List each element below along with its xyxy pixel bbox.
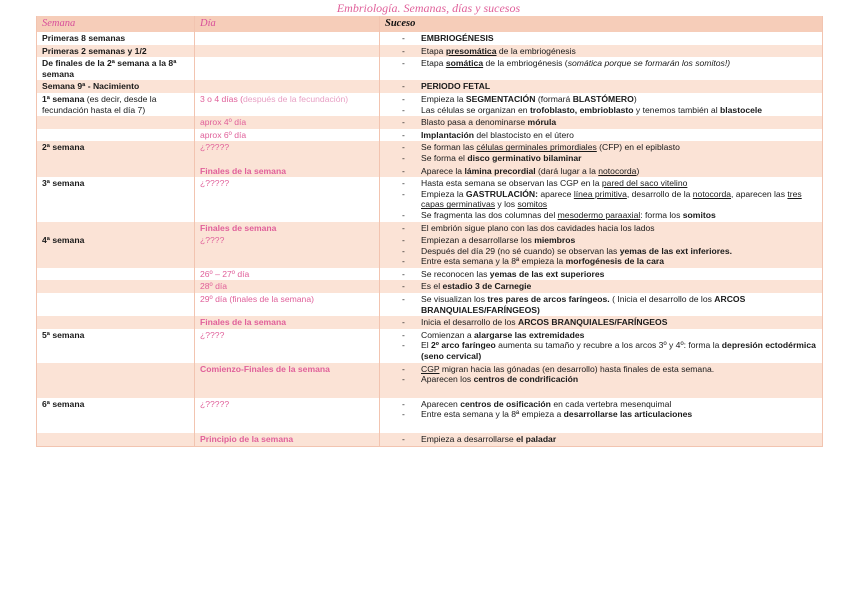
event-text: ) bbox=[636, 165, 640, 176]
day-cell bbox=[195, 363, 380, 386]
event-text: , aparecen las bbox=[731, 188, 788, 199]
week-cell bbox=[37, 329, 195, 363]
week-cell bbox=[37, 363, 195, 386]
event-item bbox=[385, 142, 817, 153]
table-row bbox=[37, 363, 823, 386]
event-item bbox=[385, 81, 817, 92]
day-label: ¿????? bbox=[200, 398, 230, 409]
event-cell bbox=[380, 32, 823, 45]
day-label: Finales de la semana bbox=[200, 317, 286, 328]
event-cell bbox=[380, 329, 823, 363]
event-text: ARCOS BRANQUIALES/FARÍNGEOS) bbox=[421, 294, 746, 315]
event-text: (CFP) en el epiblasto bbox=[596, 142, 680, 153]
event-list bbox=[385, 81, 817, 92]
table-row bbox=[37, 129, 823, 142]
event-text: lámina precordial bbox=[464, 165, 536, 176]
table-row bbox=[37, 316, 823, 329]
event-list bbox=[385, 142, 817, 163]
day-cell bbox=[195, 32, 380, 45]
day-cell bbox=[195, 177, 380, 221]
event-list bbox=[385, 117, 817, 128]
event-text: de la embriogénesis ( bbox=[483, 58, 568, 69]
event-text: Se fragmenta las dos columnas del bbox=[421, 209, 558, 220]
event-list bbox=[385, 364, 817, 385]
week-label: Semana 9ª - Nacimiento bbox=[42, 81, 140, 92]
event-text: somática porque se formarán los somitos!) bbox=[567, 58, 731, 69]
spacer-cell bbox=[195, 421, 380, 433]
event-item bbox=[385, 210, 817, 221]
week-cell bbox=[37, 433, 195, 446]
event-text: el paladar bbox=[516, 434, 557, 444]
event-cell bbox=[380, 80, 823, 93]
table-row bbox=[37, 329, 823, 363]
spacer-row bbox=[37, 421, 823, 433]
event-text: desarrollarse las articulaciones bbox=[563, 409, 693, 420]
table-row bbox=[37, 234, 823, 268]
event-item bbox=[385, 330, 817, 341]
event-text: notocorda bbox=[692, 188, 732, 199]
event-list bbox=[385, 294, 817, 315]
event-text: mórula bbox=[527, 117, 557, 128]
week-cell bbox=[37, 57, 195, 80]
week-cell bbox=[37, 268, 195, 281]
day-label: Finales de la semana bbox=[200, 165, 286, 176]
event-text: alargarse las extremidades bbox=[474, 329, 585, 340]
event-text: ARCOS BRANQUIALES/FARÍNGEOS bbox=[517, 317, 668, 328]
week-cell bbox=[37, 316, 195, 329]
event-item bbox=[385, 223, 817, 234]
event-cell bbox=[380, 116, 823, 129]
event-cell bbox=[380, 398, 823, 421]
event-item bbox=[385, 399, 817, 410]
day-cell bbox=[195, 329, 380, 363]
table-row bbox=[37, 141, 823, 164]
event-item bbox=[385, 33, 817, 44]
event-text: Las células se organizan en bbox=[421, 104, 530, 115]
event-text: migran hacia las gónadas (en desarrollo) hasta finales de esta semana. bbox=[439, 363, 715, 374]
table-row bbox=[37, 45, 823, 58]
week-cell bbox=[37, 116, 195, 129]
event-item bbox=[385, 178, 817, 189]
day-label: 26º – 27º día bbox=[200, 268, 250, 279]
week-cell bbox=[37, 280, 195, 293]
event-text: (dará lugar a la bbox=[535, 165, 599, 176]
event-item bbox=[385, 317, 817, 328]
day-cell bbox=[195, 293, 380, 316]
day-label: Principio de la semana bbox=[200, 434, 294, 444]
event-text: El bbox=[421, 340, 432, 351]
event-item bbox=[385, 235, 817, 246]
table-row bbox=[37, 398, 823, 421]
event-text: disco germinativo bilaminar bbox=[467, 152, 582, 163]
day-label: aprox 6º día bbox=[200, 129, 247, 140]
event-text: , desarrollo de la bbox=[626, 188, 693, 199]
event-text: tres capas germinativas bbox=[421, 188, 802, 210]
event-text: yemas de las ext inferiores. bbox=[619, 245, 733, 256]
event-text: morfogénesis de la cara bbox=[565, 256, 664, 267]
event-text: Es el bbox=[421, 281, 443, 292]
table-header-row bbox=[37, 16, 823, 32]
event-item bbox=[385, 409, 817, 420]
week-label: Primeras 8 semanas bbox=[42, 33, 126, 43]
day-cell bbox=[195, 165, 380, 178]
event-text: Se reconocen las bbox=[421, 268, 490, 279]
day-cell bbox=[195, 280, 380, 293]
event-text: Entre esta semana y la 8ª empieza a bbox=[421, 409, 564, 420]
day-cell bbox=[195, 268, 380, 281]
event-text: pared del saco vitelino bbox=[601, 178, 688, 189]
event-text: Se forman las bbox=[421, 142, 477, 153]
event-item bbox=[385, 58, 817, 69]
event-list bbox=[385, 33, 817, 44]
day-label: ¿????? bbox=[200, 178, 230, 189]
week-cell bbox=[37, 165, 195, 178]
event-item bbox=[385, 189, 817, 210]
day-cell bbox=[195, 93, 380, 116]
week-label: 4ª semana bbox=[42, 235, 85, 246]
event-text: Inicia el desarrollo de los bbox=[421, 317, 518, 328]
day-cell bbox=[195, 222, 380, 235]
document-title: Embriología. Semanas, días y sucesos bbox=[36, 0, 821, 17]
week-cell bbox=[37, 141, 195, 164]
event-text: Empieza a desarrollarse bbox=[421, 434, 517, 444]
spacer-cell bbox=[37, 386, 195, 398]
day-cell bbox=[195, 129, 380, 142]
event-text: notocorda bbox=[598, 165, 637, 176]
day-cell bbox=[195, 234, 380, 268]
event-list bbox=[385, 269, 817, 280]
event-item bbox=[385, 434, 817, 445]
week-cell bbox=[37, 177, 195, 221]
week-cell bbox=[37, 93, 195, 116]
table-row bbox=[37, 222, 823, 235]
event-item bbox=[385, 364, 817, 375]
event-text: SEGMENTACIÓN bbox=[465, 93, 536, 104]
day-label: Comienzo-Finales de la semana bbox=[200, 363, 330, 374]
day-label: 3 o 4 días ( bbox=[200, 93, 243, 104]
event-cell bbox=[380, 280, 823, 293]
event-text: mesodermo paraaxial bbox=[557, 209, 641, 220]
event-item bbox=[385, 281, 817, 292]
header-event: Suceso bbox=[380, 16, 823, 32]
spacer-cell bbox=[37, 421, 195, 433]
event-text: El embrión sigue plano con las dos cavidades hacia los lados bbox=[421, 222, 655, 233]
event-list bbox=[385, 330, 817, 362]
day-cell bbox=[195, 57, 380, 80]
day-label: ¿???? bbox=[200, 329, 225, 340]
event-item bbox=[385, 153, 817, 164]
event-text: blastocele bbox=[720, 104, 763, 115]
event-text: Se visualizan los bbox=[421, 294, 488, 305]
table-row bbox=[37, 57, 823, 80]
event-cell bbox=[380, 316, 823, 329]
event-text: aumenta su tamaño y recubre a los arcos 3º y 4º: forma la bbox=[495, 340, 722, 351]
event-item bbox=[385, 294, 817, 315]
event-item bbox=[385, 130, 817, 141]
event-text: células germinales primordiales bbox=[476, 142, 597, 153]
event-list bbox=[385, 178, 817, 220]
spacer-row bbox=[37, 386, 823, 398]
table-body bbox=[37, 32, 823, 446]
event-text: presomática bbox=[445, 45, 497, 56]
event-text: Blasto pasa a denominarse bbox=[421, 117, 528, 128]
event-item bbox=[385, 340, 817, 361]
spacer-cell bbox=[195, 386, 380, 398]
event-item bbox=[385, 105, 817, 116]
table-row bbox=[37, 165, 823, 178]
spacer-cell bbox=[380, 421, 823, 433]
event-text: centros de condrificación bbox=[473, 374, 579, 385]
event-text: somática bbox=[445, 58, 484, 69]
event-cell bbox=[380, 433, 823, 446]
event-text: línea primitiva bbox=[573, 188, 627, 199]
event-text: y los bbox=[495, 199, 518, 210]
week-cell bbox=[37, 398, 195, 421]
day-label: ¿????? bbox=[200, 142, 230, 153]
event-text: : forma los bbox=[640, 209, 683, 220]
event-text: PERIODO FETAL bbox=[421, 81, 491, 92]
table-row bbox=[37, 177, 823, 221]
event-text: centros de osificación bbox=[460, 398, 551, 409]
day-cell bbox=[195, 398, 380, 421]
event-text: Empieza la bbox=[421, 93, 466, 104]
event-item bbox=[385, 166, 817, 177]
event-text: miembros bbox=[534, 235, 576, 246]
event-list bbox=[385, 46, 817, 57]
week-cell bbox=[37, 293, 195, 316]
day-label: ¿???? bbox=[200, 235, 225, 246]
week-cell bbox=[37, 32, 195, 45]
event-text: Aparecen bbox=[421, 398, 461, 409]
day-label: 29º día (finales de la semana) bbox=[200, 294, 314, 305]
event-text: GASTRULACIÓN: bbox=[465, 188, 538, 199]
event-list bbox=[385, 58, 817, 69]
event-cell bbox=[380, 177, 823, 221]
event-cell bbox=[380, 268, 823, 281]
event-text: depresión ectodérmica (seno cervical) bbox=[421, 340, 816, 362]
event-cell bbox=[380, 141, 823, 164]
event-item bbox=[385, 269, 817, 280]
event-cell bbox=[380, 93, 823, 116]
embryology-table bbox=[36, 16, 823, 447]
header-day: Día bbox=[195, 16, 380, 32]
event-text: estadio 3 de Carnegie bbox=[442, 281, 532, 292]
event-cell bbox=[380, 363, 823, 386]
week-label: 3ª semana bbox=[42, 178, 85, 189]
event-cell bbox=[380, 234, 823, 268]
event-text: somitos bbox=[682, 209, 716, 220]
event-item bbox=[385, 94, 817, 105]
event-cell bbox=[380, 293, 823, 316]
event-text: del blastocisto en el útero bbox=[474, 129, 574, 140]
event-list bbox=[385, 223, 817, 234]
event-list bbox=[385, 94, 817, 115]
week-cell bbox=[37, 222, 195, 235]
table-row bbox=[37, 93, 823, 116]
event-cell bbox=[380, 222, 823, 235]
table-row bbox=[37, 32, 823, 45]
week-cell bbox=[37, 129, 195, 142]
event-cell bbox=[380, 57, 823, 80]
event-text: Aparece la bbox=[421, 165, 465, 176]
event-text: y tenemos también al bbox=[633, 104, 721, 115]
day-note: después de la fecundación) bbox=[243, 93, 349, 104]
event-item bbox=[385, 374, 817, 385]
event-text: ) bbox=[633, 93, 637, 104]
day-label: aprox 4º día bbox=[200, 117, 247, 128]
event-cell bbox=[380, 165, 823, 178]
event-text: Comienzan a bbox=[421, 329, 475, 340]
event-item bbox=[385, 256, 817, 267]
week-label: Primeras 2 semanas y 1/2 bbox=[42, 45, 147, 56]
table-row bbox=[37, 293, 823, 316]
event-text: ( Inicia el desarrollo de los bbox=[609, 294, 715, 305]
event-text: somitos bbox=[517, 199, 548, 210]
event-list bbox=[385, 317, 817, 328]
day-cell bbox=[195, 433, 380, 446]
event-text: Aparecen los bbox=[421, 374, 474, 385]
header-week: Semana bbox=[37, 16, 195, 32]
week-label: De finales de la 2ª semana a la 8ª semana bbox=[42, 58, 177, 79]
event-text: 2º arco faríngeo bbox=[431, 340, 496, 351]
table-row bbox=[37, 116, 823, 129]
week-label: 6ª semana bbox=[42, 398, 85, 409]
event-text: (formará bbox=[535, 93, 573, 104]
event-text: Empieza la bbox=[421, 188, 466, 199]
event-text: Entre esta semana y la 8ª empieza la bbox=[421, 256, 566, 267]
day-cell bbox=[195, 45, 380, 58]
table-row bbox=[37, 80, 823, 93]
spacer-cell bbox=[380, 386, 823, 398]
event-text: aparece bbox=[538, 188, 574, 199]
day-label: 28º día bbox=[200, 281, 228, 292]
event-item bbox=[385, 46, 817, 57]
event-list bbox=[385, 281, 817, 292]
day-cell bbox=[195, 316, 380, 329]
week-cell bbox=[37, 45, 195, 58]
event-cell bbox=[380, 45, 823, 58]
event-text: EMBRIOGÉNESIS bbox=[421, 33, 494, 43]
event-text: CGP bbox=[421, 363, 440, 374]
week-cell bbox=[37, 234, 195, 268]
event-item bbox=[385, 117, 817, 128]
week-cell bbox=[37, 80, 195, 93]
event-text: de la embriogénesis bbox=[496, 45, 576, 56]
event-text: trofoblasto, embrioblasto bbox=[529, 104, 634, 115]
table-row bbox=[37, 433, 823, 446]
week-label: 5ª semana bbox=[42, 329, 85, 340]
event-text: Empiezan a desarrollarse los bbox=[421, 235, 535, 246]
event-list bbox=[385, 130, 817, 141]
event-text: Etapa bbox=[421, 58, 446, 69]
event-list bbox=[385, 166, 817, 177]
event-text: en cada vertebra mesenquimal bbox=[550, 398, 672, 409]
event-text: tres pares de arcos faríngeos. bbox=[487, 294, 610, 305]
event-text: Se forma el bbox=[421, 152, 468, 163]
day-label: Finales de semana bbox=[200, 222, 277, 233]
table-row bbox=[37, 280, 823, 293]
event-list bbox=[385, 399, 817, 420]
week-label: 2ª semana bbox=[42, 142, 85, 153]
event-text: BLASTÓMERO bbox=[572, 93, 634, 104]
event-item bbox=[385, 246, 817, 257]
table-row bbox=[37, 268, 823, 281]
event-text: Después del día 29 (no sé cuando) se observan las bbox=[421, 245, 620, 256]
event-text: yemas de las ext superiores bbox=[489, 268, 605, 279]
week-note: (es decir, desde la fecundación hasta el día 7) bbox=[42, 93, 157, 115]
event-list bbox=[385, 235, 817, 267]
day-cell bbox=[195, 116, 380, 129]
event-cell bbox=[380, 129, 823, 142]
week-label: 1ª semana bbox=[42, 93, 85, 104]
event-list bbox=[385, 434, 817, 445]
day-cell bbox=[195, 141, 380, 164]
day-cell bbox=[195, 80, 380, 93]
event-text: Hasta esta semana se observan las CGP en la bbox=[421, 178, 602, 189]
event-text: Implantación bbox=[421, 129, 475, 140]
event-text: Etapa bbox=[421, 45, 446, 56]
